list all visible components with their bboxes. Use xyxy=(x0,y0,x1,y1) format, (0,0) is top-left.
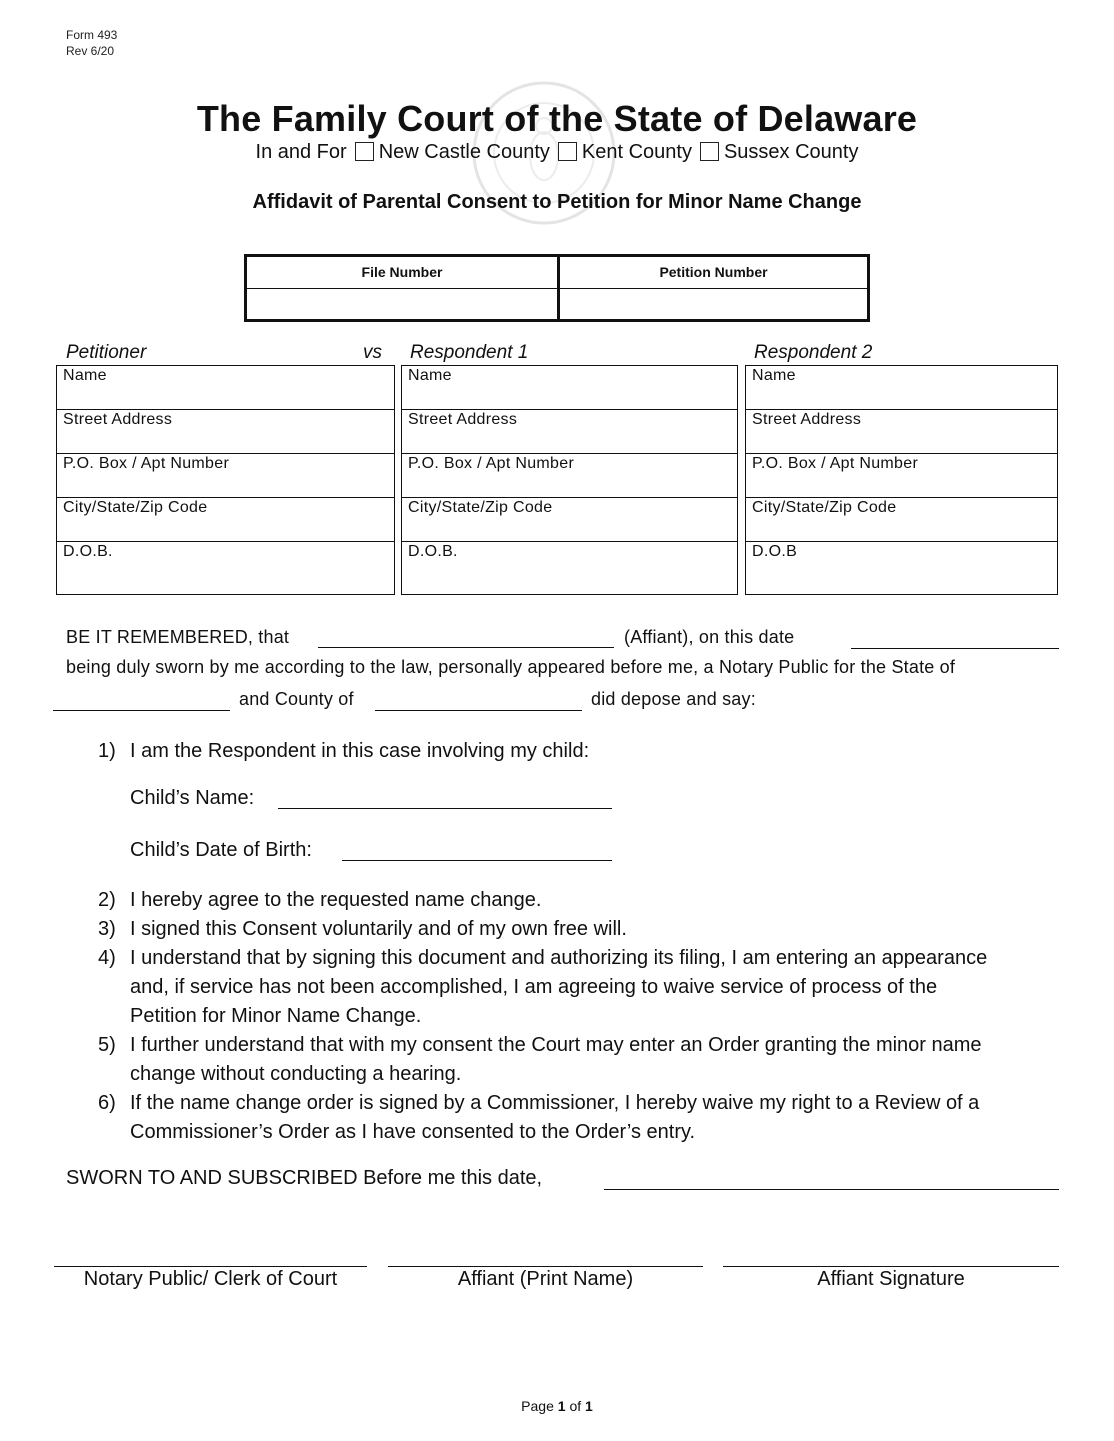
checkbox-new-castle[interactable] xyxy=(355,142,374,161)
county-sussex-label: Sussex County xyxy=(723,141,859,163)
child-name-line[interactable] xyxy=(278,808,612,809)
form-subtitle: Affidavit of Parental Consent to Petition for Minor Name Change xyxy=(252,191,862,213)
petitioner-street-field[interactable]: Street Address xyxy=(57,410,394,454)
petitioner-label: Petitioner xyxy=(66,342,147,363)
affiant-signature-label: Affiant Signature xyxy=(817,1268,965,1290)
child-dob-line[interactable] xyxy=(342,860,612,861)
petitioner-pobox-field[interactable]: P.O. Box / Apt Number xyxy=(57,454,394,498)
file-number-header: File Number xyxy=(247,257,557,289)
respondent1-box xyxy=(401,365,738,595)
item-number: 2) xyxy=(98,889,116,911)
petitioner-city-field[interactable]: City/State/Zip Code xyxy=(57,498,394,542)
affiant-print-name-label: Affiant (Print Name) xyxy=(457,1268,634,1290)
item-text: If the name change order is signed by a Commissioner, I hereby waive my right to a Review of a Commissioner’s Order as I have consented to the Order’s entry. xyxy=(130,1092,980,1143)
depose-text: did depose and say: xyxy=(591,689,756,709)
child-name-label: Child’s Name: xyxy=(130,787,255,809)
respondent1-name-field[interactable]: Name xyxy=(402,366,737,410)
affiant-print-name-line[interactable] xyxy=(388,1266,703,1267)
respondent2-city-field[interactable]: City/State/Zip Code xyxy=(746,498,1057,542)
item-number: 4) xyxy=(98,947,116,969)
vs-label: vs xyxy=(363,342,382,363)
page-word: Page xyxy=(521,1398,554,1414)
item-text: I further understand that with my consent the Court may enter an Order granting the minor name change without conducting a hearing. xyxy=(130,1034,982,1085)
item-number: 5) xyxy=(98,1034,116,1056)
respondent2-box xyxy=(745,365,1058,595)
county-new-castle-label: New Castle County xyxy=(378,141,550,163)
item-number: 1) xyxy=(98,740,116,762)
item-text: I understand that by signing this document and authorizing its filing, I am entering an appearance and, if service has not been accomplished, I am agreeing to waive service of process of the Petition for Minor Name Change. xyxy=(130,947,988,1027)
page-title: The Family Court of the State of Delaware xyxy=(196,98,918,139)
remembered-text: BE IT REMEMBERED, that xyxy=(66,627,290,647)
file-number-column xyxy=(247,257,557,319)
respondent1-label: Respondent 1 xyxy=(410,342,529,363)
respondent1-city-field[interactable]: City/State/Zip Code xyxy=(402,498,737,542)
respondent1-dob-field[interactable]: D.O.B. xyxy=(408,543,458,560)
list-item-5 xyxy=(98,1031,1058,1089)
form-revision: Rev 6/20 xyxy=(66,44,115,58)
respondent2-dob-field[interactable]: D.O.B xyxy=(752,543,798,560)
petition-number-field[interactable] xyxy=(560,289,867,320)
respondent2-label: Respondent 2 xyxy=(754,342,873,363)
checkbox-kent[interactable] xyxy=(558,142,577,161)
county-kent-label: Kent County xyxy=(581,141,692,163)
in-and-for-label: In and For xyxy=(255,141,347,163)
item-number: 3) xyxy=(98,918,116,940)
of-word: of xyxy=(569,1398,582,1414)
notary-signature-line[interactable] xyxy=(54,1266,367,1267)
item-number: 6) xyxy=(98,1092,116,1114)
file-number-field[interactable] xyxy=(247,289,557,320)
page-total: 1 xyxy=(585,1398,593,1414)
affiant-signature-line[interactable] xyxy=(723,1266,1059,1267)
respondent2-name-field[interactable]: Name xyxy=(746,366,1057,410)
list-item-3 xyxy=(98,915,1058,944)
sworn-subscribed-text: SWORN TO AND SUBSCRIBED Before me this date, xyxy=(66,1167,543,1189)
child-dob-label: Child’s Date of Birth: xyxy=(130,839,312,861)
form-number: Form 493 xyxy=(66,28,118,42)
numbered-list xyxy=(98,886,1058,1147)
petitioner-box xyxy=(56,365,395,595)
respondent1-pobox-field[interactable]: P.O. Box / Apt Number xyxy=(402,454,737,498)
case-numbers-table xyxy=(244,254,870,322)
list-item-6 xyxy=(98,1089,1058,1147)
form-id xyxy=(66,27,117,59)
county-selector xyxy=(0,141,1114,164)
respondent2-street-field[interactable]: Street Address xyxy=(746,410,1057,454)
item-text: I hereby agree to the requested name change. xyxy=(130,889,542,911)
and-county-text: and County of xyxy=(239,689,354,709)
petition-number-header: Petition Number xyxy=(560,257,867,289)
petitioner-name-field[interactable]: Name xyxy=(57,366,394,410)
petition-number-column xyxy=(557,257,867,319)
petitioner-dob-field[interactable]: D.O.B. xyxy=(63,543,113,560)
item-text: I signed this Consent voluntarily and of my own free will. xyxy=(130,918,627,940)
affiant-on-date-text: (Affiant), on this date xyxy=(624,627,795,647)
respondent2-pobox-field[interactable]: P.O. Box / Apt Number xyxy=(746,454,1057,498)
affiant-name-line[interactable] xyxy=(318,647,614,648)
appearance-date-line[interactable] xyxy=(851,648,1059,649)
checkbox-sussex[interactable] xyxy=(700,142,719,161)
sworn-date-line[interactable] xyxy=(604,1189,1059,1190)
respondent1-street-field[interactable]: Street Address xyxy=(402,410,737,454)
page-number: 1 xyxy=(557,1398,566,1414)
county-line[interactable] xyxy=(375,710,582,711)
list-item-2 xyxy=(98,886,1058,915)
list-item-1 xyxy=(98,737,1058,766)
item-text: I am the Respondent in this case involving my child: xyxy=(130,740,590,762)
list-item-4 xyxy=(98,944,1058,1031)
notary-signature-label: Notary Public/ Clerk of Court xyxy=(83,1268,338,1290)
sworn-by-text: being duly sworn by me according to the law, personally appeared before me, a Notary Public for the State of xyxy=(66,657,956,677)
page-footer xyxy=(0,1398,1114,1414)
state-line[interactable] xyxy=(53,710,230,711)
